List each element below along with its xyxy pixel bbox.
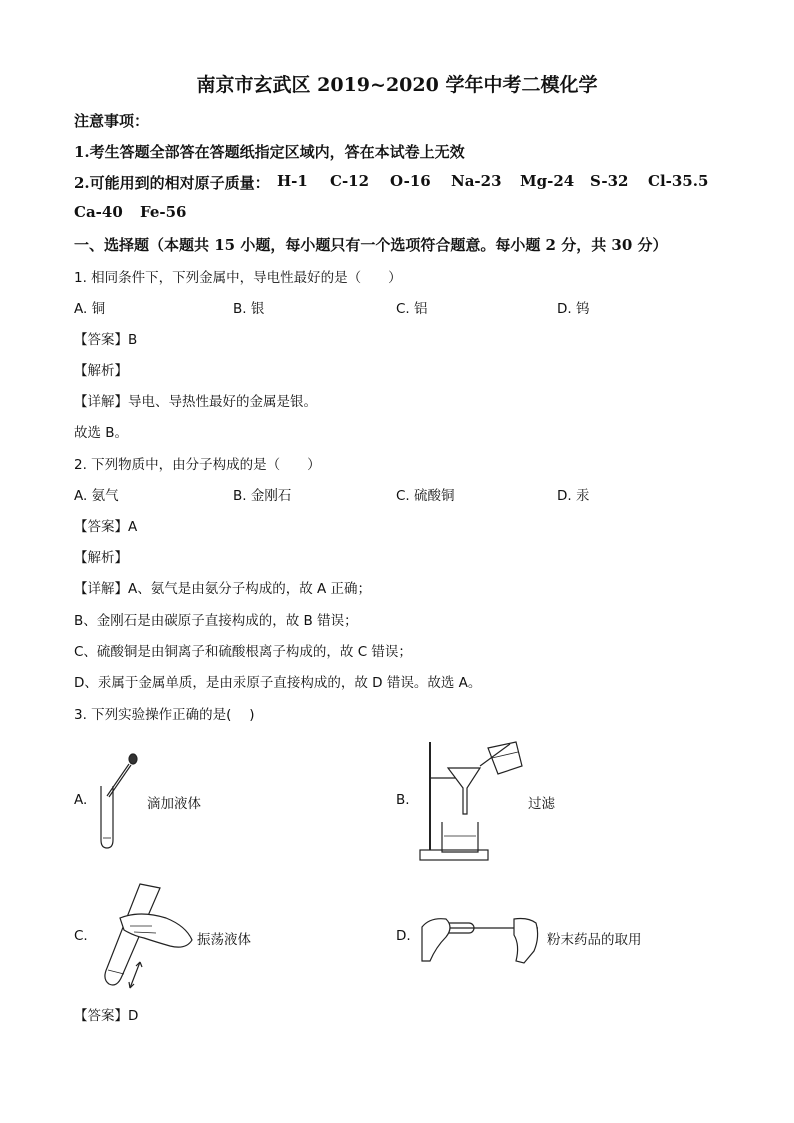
mass-ca: Ca-40	[74, 203, 123, 221]
q3-option-d-letter: D.	[396, 928, 411, 944]
q1-option-a: A. 铜	[74, 301, 106, 317]
motion-arrow	[130, 962, 140, 988]
q2-option-d: D. 汞	[557, 488, 590, 504]
q2-option-c: C. 硫酸铜	[396, 488, 455, 504]
q3-option-a-caption: 滴加液体	[147, 796, 201, 812]
q3-stem: 3. 下列实验操作正确的是( )	[74, 707, 255, 723]
mass-s: S-32	[590, 172, 629, 190]
q2-line-c: C、硫酸铜是由铜离子和硫酸根离子构成的，故 C 错误；	[74, 644, 412, 660]
page-title: 南京市玄武区 2019~2020 学年中考二模化学	[196, 74, 598, 96]
q3-option-b-caption: 过滤	[528, 796, 555, 812]
q1-analysis: 【解析】	[74, 363, 128, 379]
section-heading: 一、选择题（本题共 15 小题，每小题只有一个选项符合题意。每小题 2 分，共 30 分）	[74, 236, 668, 254]
dropper	[107, 754, 137, 797]
q3-option-b-letter: B.	[396, 792, 410, 808]
mass-cl: Cl-35.5	[648, 172, 709, 190]
funnel	[448, 768, 480, 814]
right-hand	[514, 919, 538, 964]
q3-answer: 【答案】D	[74, 1008, 139, 1024]
q2-detail: 【详解】A、氨气是由氨分子构成的，故 A 正确；	[74, 581, 372, 597]
shaking-test-tube-figure	[100, 878, 200, 998]
filtration-apparatus-figure	[418, 740, 528, 862]
dropper-test-tube-figure	[95, 752, 145, 852]
q3-option-d-caption: 粉末药品的取用	[547, 932, 642, 948]
q1-conclusion: 故选 B。	[74, 425, 129, 441]
mass-fe: Fe-56	[140, 203, 187, 221]
beaker	[442, 822, 478, 852]
q1-option-b: B. 银	[233, 301, 265, 317]
q1-stem: 1. 相同条件下，下列金属中，导电性最好的是（ ）	[74, 270, 402, 286]
mass-h: H-1	[277, 172, 308, 190]
notes-heading: 注意事项：	[74, 112, 150, 130]
q1-detail: 【详解】导电、导热性最好的金属是银。	[74, 394, 317, 410]
left-hand	[422, 919, 450, 961]
q3-option-a-letter: A.	[74, 792, 88, 808]
q2-stem: 2. 下列物质中，由分子构成的是（ ）	[74, 457, 321, 473]
q2-option-b: B. 金刚石	[233, 488, 292, 504]
q2-line-b: B、金刚石是由碳原子直接构成的，故 B 错误；	[74, 613, 358, 629]
q3-option-c-caption: 振荡液体	[197, 932, 251, 948]
notes-line-1: 1.考生答题全部答在答题纸指定区域内，答在本试卷上无效	[74, 143, 465, 161]
mass-mg: Mg-24	[520, 172, 575, 190]
q1-option-d: D. 钨	[557, 301, 590, 317]
q1-option-c: C. 铝	[396, 301, 428, 317]
notes-line-2-prefix: 2.可能用到的相对原子质量：	[74, 174, 270, 192]
mass-na: Na-23	[451, 172, 502, 190]
q3-option-c-letter: C.	[74, 928, 88, 944]
q2-analysis: 【解析】	[74, 550, 128, 566]
powder-handling-figure	[420, 905, 544, 967]
mass-c: C-12	[330, 172, 370, 190]
mass-o: O-16	[390, 172, 431, 190]
q2-option-a: A. 氨气	[74, 488, 119, 504]
q1-answer: 【答案】B	[74, 332, 138, 348]
q2-answer: 【答案】A	[74, 519, 138, 535]
q2-line-d: D、汞属于金属单质，是由汞原子直接构成的，故 D 错误。故选 A。	[74, 675, 482, 691]
